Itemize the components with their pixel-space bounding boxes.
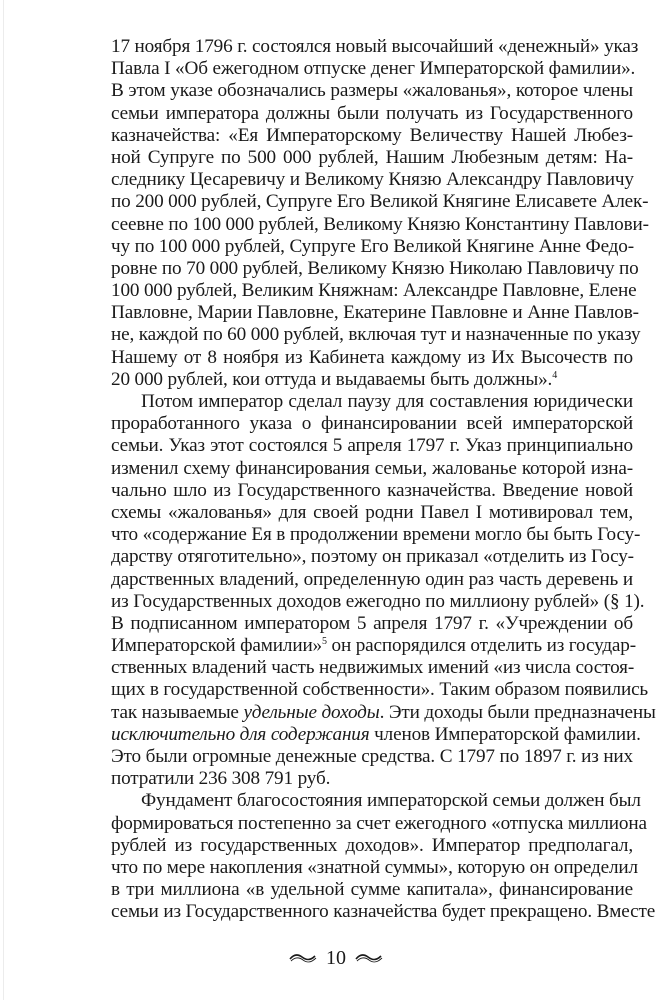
text-line: Нашему от 8 ноября из Кабинета каждому из Их Высочеств по <box>111 346 633 368</box>
text-line: изменил схему финансирования семьи, жалованье которой изна- <box>111 457 633 479</box>
text-line: по 200 000 рублей, Супруге Его Великой Княгине Елисавете Алек- <box>111 191 649 213</box>
text-line: Фундамент благосостояния императорской семьи должен был <box>141 790 641 812</box>
text-line: 17 ноября 1796 г. состоялся новый высочайший «денежный» указ <box>111 36 639 57</box>
text-line: Это были огромные денежные средства. С 1797 по 1897 г. из них <box>111 746 633 767</box>
text-line: Потом император сделал паузу для составления юридически <box>141 391 633 412</box>
text-line: дарству отяготительно», поэтому он приказал «отделить из Госу- <box>111 546 634 568</box>
text-line: формироваться постепенно за счет ежегодного «отпуска миллиона <box>111 812 647 834</box>
text-line: потратили 236 308 791 руб. <box>111 768 331 790</box>
text-line: Павловне, Марии Павловне, Екатерине Павловне и Анне Павлов- <box>111 302 639 324</box>
text-line <box>111 701 656 724</box>
text-line <box>111 635 636 657</box>
text-line: В подписанном императором 5 апреля 1797 г. «Учреждении об <box>111 612 633 634</box>
italic-emphasis: исключительно для содержания <box>111 723 370 745</box>
text-line: 100 000 рублей, Великим Княжнам: Александре Павловне, Елене <box>111 280 637 302</box>
text-line: дарственных владений, определенную один раз часть деревень и <box>111 568 633 590</box>
text-line: в три миллиона «в удельной сумме капитала», финансирование <box>111 879 633 901</box>
book-page-text <box>111 36 656 924</box>
text-line: следнику Цесаревичу и Великому Князю Александру Павловичу <box>111 169 634 191</box>
text-line: что «содержание Ея в продолжении времени могло бы быть Госу- <box>111 524 641 546</box>
text-line: семьи. Указ этот состоялся 5 апреля 1797 г. Указ принципиально <box>111 435 633 457</box>
text-line: не, каждой по 60 000 рублей, включая тут и назначенные по указу <box>111 324 641 346</box>
italic-term-appanage-income: удельные доходы <box>243 701 380 723</box>
paragraph-3 <box>111 790 656 923</box>
page-number: 10 <box>326 947 346 970</box>
text-line: казначейства: «Ея Императорскому Величеству Нашей Любез- <box>111 124 633 146</box>
text-fragment: . Эти доходы были предназначены <box>379 701 656 723</box>
text-line: В этом указе обозначались размеры «жалованья», которое члены <box>111 80 633 102</box>
text-line: чу по 100 000 рублей, Супруге Его Великой Княгине Анне Федо- <box>111 235 634 257</box>
text-line: семьи из Государственного казначейства будет прекращено. Вместе <box>111 901 656 923</box>
text-line: Павла I «Об ежегодном отпуске денег Императорской фамилии». <box>111 58 636 80</box>
text-line: ной Супруге по 500 000 рублей, Нашим Любезным детям: На- <box>111 146 633 168</box>
swash-ornament-left-icon <box>288 952 318 964</box>
footnote-ref-5[interactable]: 5 <box>322 636 327 648</box>
page-number-footer <box>0 942 672 973</box>
text-line: ственных владений часть недвижимых имений «из числа состоя- <box>111 657 635 679</box>
text-line: семьи императора должны были получать из Государственного <box>111 102 633 124</box>
text-line: схемы «жалованья» для своей родни Павел I мотивировал тем, <box>111 501 633 523</box>
footnote-ref-4[interactable]: 4 <box>552 369 558 381</box>
text-line: щих в государственной собственности». Таким образом появились <box>111 679 649 701</box>
swash-ornament-right-icon <box>354 952 384 964</box>
paragraph-1 <box>111 36 649 391</box>
text-fragment: он распорядился отделить из государ- <box>326 635 636 657</box>
text-line: чально шло из Государственного казначейства. Введение новой <box>111 479 633 501</box>
text-line: сеевне по 100 000 рублей, Великому Князю Константину Павлови- <box>111 213 649 235</box>
text-line: рублей из государственных доходов». Император предполагал, <box>111 834 633 856</box>
text-line: ровне по 70 000 рублей, Великому Князю Николаю Павловичу по <box>111 257 639 279</box>
paragraph-2 <box>111 391 656 790</box>
text-line: проработанного указа о финансировании всей императорской <box>111 413 633 435</box>
text-fragment: членов Императорской фамилии. <box>369 723 641 745</box>
text-fragment: так называемые <box>111 701 244 723</box>
text-line: из Государственных доходов ежегодно по миллиону рублей» (§ 1). <box>111 590 645 612</box>
text-line: что по мере накопления «знатной суммы», которую он определил <box>111 856 638 878</box>
text-line <box>111 723 641 746</box>
page-edge-shadow <box>3 0 4 1000</box>
text-fragment: Императорской фамилии» <box>111 635 323 657</box>
text-line <box>111 369 633 391</box>
text-fragment: 20 000 рублей, кои оттуда и выдаваемы быть должны». <box>111 368 553 390</box>
